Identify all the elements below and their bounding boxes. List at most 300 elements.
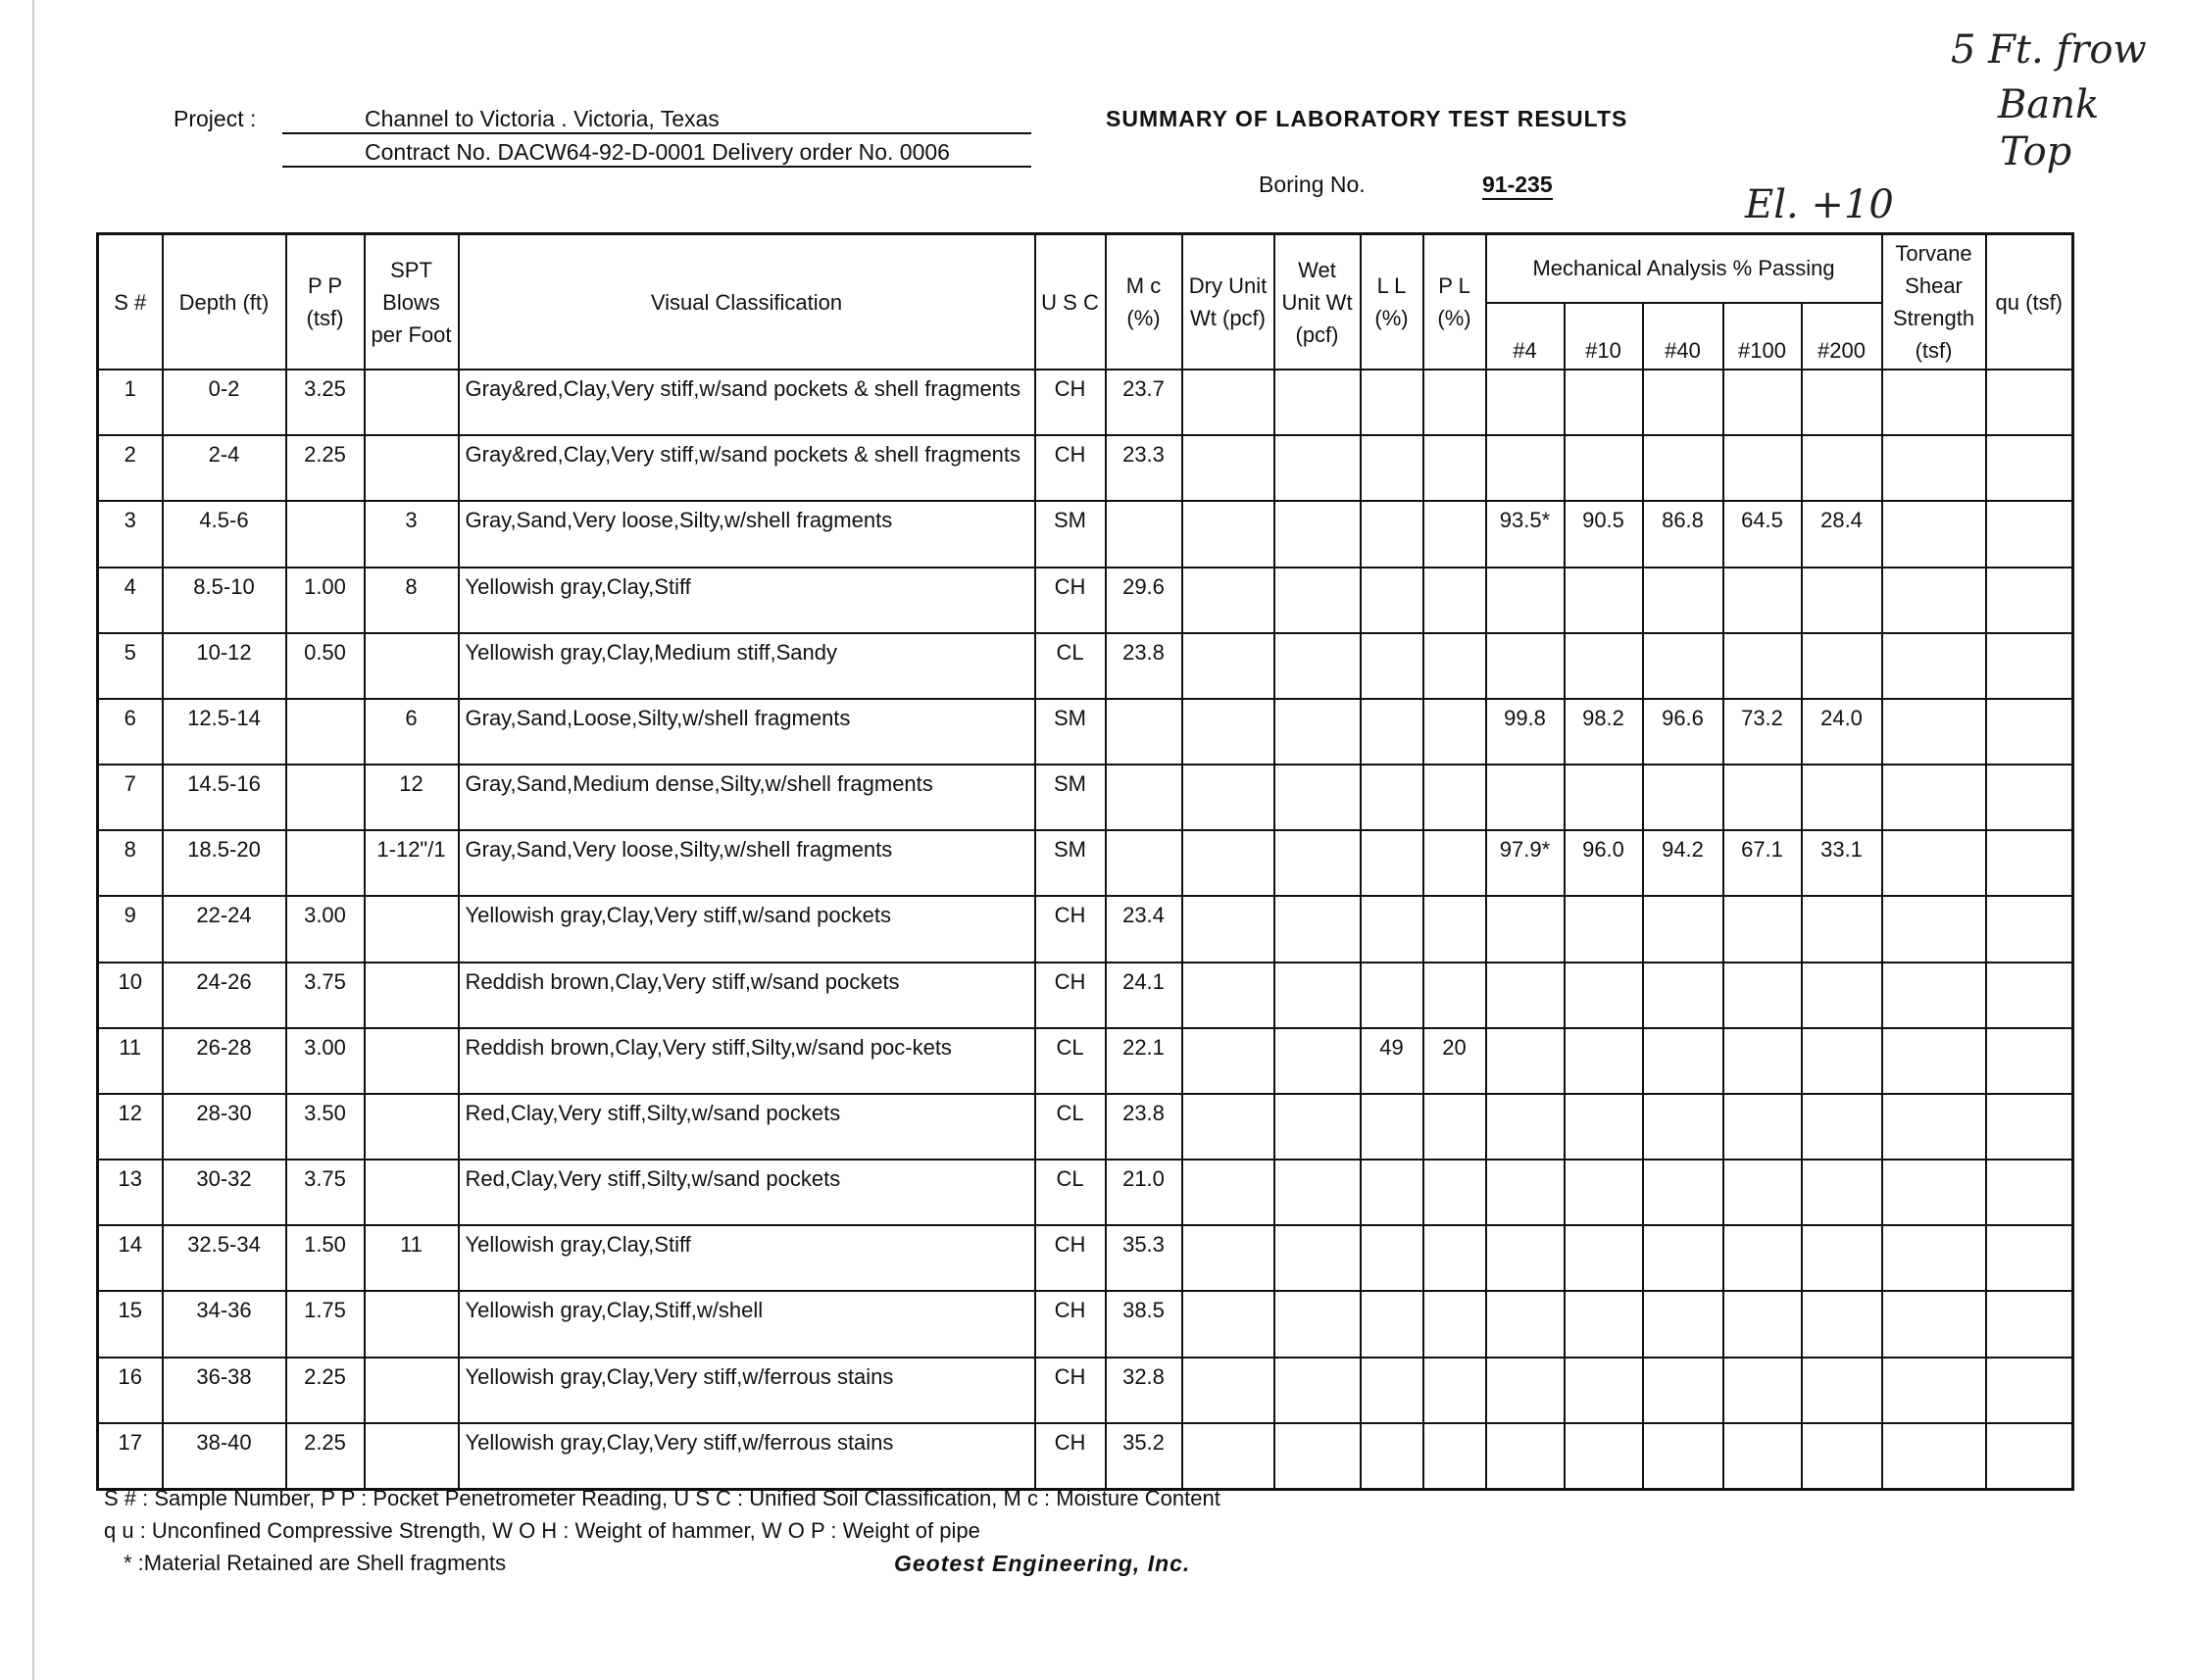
cell-pl — [1423, 765, 1486, 830]
cell-mc: 23.8 — [1106, 1094, 1182, 1160]
cell-qu — [1986, 435, 2073, 501]
cell-s10 — [1565, 435, 1643, 501]
cell-s10 — [1565, 1094, 1643, 1160]
cell-visual: Reddish brown,Clay,Very stiff,Silty,w/sand poc-kets — [459, 1028, 1035, 1094]
cell-wet — [1274, 501, 1361, 567]
cell-usc: CL — [1035, 1094, 1106, 1160]
cell-qu — [1986, 765, 2073, 830]
cell-torvane — [1882, 370, 1986, 435]
cell-s4 — [1486, 1094, 1565, 1160]
cell-s200 — [1802, 1291, 1882, 1357]
cell-pp — [286, 765, 365, 830]
table-row — [98, 633, 2073, 699]
cell-s4 — [1486, 1423, 1565, 1489]
cell-ll — [1361, 1291, 1423, 1357]
cell-ll — [1361, 963, 1423, 1028]
cell-pp: 0.50 — [286, 633, 365, 699]
cell-s: 17 — [98, 1423, 163, 1489]
cell-spt: 3 — [365, 501, 459, 567]
cell-ll — [1361, 435, 1423, 501]
cell-s40 — [1643, 568, 1723, 633]
cell-pl — [1423, 1225, 1486, 1291]
cell-s4 — [1486, 1225, 1565, 1291]
cell-mc — [1106, 501, 1182, 567]
cell-dry — [1182, 1225, 1274, 1291]
cell-s4 — [1486, 633, 1565, 699]
cell-pp — [286, 501, 365, 567]
cell-s200 — [1802, 896, 1882, 962]
cell-qu — [1986, 568, 2073, 633]
cell-s200 — [1802, 435, 1882, 501]
cell-s40 — [1643, 1423, 1723, 1489]
table-row — [98, 1225, 2073, 1291]
cell-depth: 2-4 — [163, 435, 286, 501]
cell-wet — [1274, 699, 1361, 765]
cell-usc: CH — [1035, 1291, 1106, 1357]
cell-dry — [1182, 963, 1274, 1028]
cell-usc: CH — [1035, 1225, 1106, 1291]
header-sample-number: S # — [98, 234, 163, 371]
cell-pl — [1423, 830, 1486, 896]
cell-depth: 28-30 — [163, 1094, 286, 1160]
header-sieve-4: #4 — [1486, 303, 1565, 370]
cell-s100 — [1723, 765, 1802, 830]
cell-pl — [1423, 1358, 1486, 1423]
cell-s40 — [1643, 370, 1723, 435]
cell-pp: 1.00 — [286, 568, 365, 633]
cell-s10 — [1565, 1423, 1643, 1489]
cell-usc: CL — [1035, 1028, 1106, 1094]
cell-mc: 23.7 — [1106, 370, 1182, 435]
cell-dry — [1182, 1291, 1274, 1357]
cell-qu — [1986, 1160, 2073, 1225]
cell-s200 — [1802, 370, 1882, 435]
cell-s: 10 — [98, 963, 163, 1028]
table-row — [98, 435, 2073, 501]
table-row — [98, 1358, 2073, 1423]
cell-depth: 22-24 — [163, 896, 286, 962]
table-row — [98, 765, 2073, 830]
cell-qu — [1986, 830, 2073, 896]
cell-pl — [1423, 568, 1486, 633]
cell-mc: 32.8 — [1106, 1358, 1182, 1423]
cell-s40 — [1643, 1160, 1723, 1225]
cell-s: 12 — [98, 1094, 163, 1160]
cell-depth: 4.5-6 — [163, 501, 286, 567]
cell-wet — [1274, 896, 1361, 962]
cell-torvane — [1882, 830, 1986, 896]
cell-wet — [1274, 1358, 1361, 1423]
cell-usc: SM — [1035, 830, 1106, 896]
cell-pl — [1423, 1423, 1486, 1489]
cell-s4 — [1486, 1291, 1565, 1357]
cell-wet — [1274, 1160, 1361, 1225]
cell-visual: Red,Clay,Very stiff,Silty,w/sand pockets — [459, 1160, 1035, 1225]
cell-qu — [1986, 1291, 2073, 1357]
cell-s40 — [1643, 633, 1723, 699]
table-row — [98, 1291, 2073, 1357]
cell-s100 — [1723, 1291, 1802, 1357]
cell-mc: 35.2 — [1106, 1423, 1182, 1489]
cell-s100: 67.1 — [1723, 830, 1802, 896]
cell-s4 — [1486, 765, 1565, 830]
cell-s40 — [1643, 765, 1723, 830]
table-row — [98, 568, 2073, 633]
cell-torvane — [1882, 896, 1986, 962]
cell-s4 — [1486, 963, 1565, 1028]
cell-s40 — [1643, 1028, 1723, 1094]
cell-s10 — [1565, 1225, 1643, 1291]
cell-ll — [1361, 370, 1423, 435]
cell-s: 4 — [98, 568, 163, 633]
cell-depth: 12.5-14 — [163, 699, 286, 765]
cell-dry — [1182, 1094, 1274, 1160]
cell-ll — [1361, 896, 1423, 962]
cell-visual: Gray,Sand,Very loose,Silty,w/shell fragments — [459, 501, 1035, 567]
cell-wet — [1274, 963, 1361, 1028]
cell-depth: 18.5-20 — [163, 830, 286, 896]
cell-usc: CH — [1035, 370, 1106, 435]
cell-visual: Gray,Sand,Loose,Silty,w/shell fragments — [459, 699, 1035, 765]
cell-spt — [365, 1028, 459, 1094]
cell-spt: 6 — [365, 699, 459, 765]
cell-visual: Gray&red,Clay,Very stiff,w/sand pockets & shell fragments — [459, 370, 1035, 435]
cell-spt — [365, 963, 459, 1028]
cell-dry — [1182, 1358, 1274, 1423]
header-sieve-10: #10 — [1565, 303, 1643, 370]
cell-s4: 97.9* — [1486, 830, 1565, 896]
header-mechanical-analysis: Mechanical Analysis % Passing — [1486, 234, 1882, 303]
cell-spt: 12 — [365, 765, 459, 830]
table-body — [98, 370, 2073, 1489]
cell-s: 5 — [98, 633, 163, 699]
cell-s4 — [1486, 1358, 1565, 1423]
cell-ll — [1361, 1423, 1423, 1489]
cell-usc: CH — [1035, 1358, 1106, 1423]
cell-s200 — [1802, 1094, 1882, 1160]
cell-s100: 64.5 — [1723, 501, 1802, 567]
header-sieve-200: #200 — [1802, 303, 1882, 370]
cell-mc: 23.3 — [1106, 435, 1182, 501]
cell-wet — [1274, 633, 1361, 699]
cell-torvane — [1882, 963, 1986, 1028]
cell-usc: CH — [1035, 435, 1106, 501]
cell-usc: CH — [1035, 963, 1106, 1028]
cell-torvane — [1882, 435, 1986, 501]
cell-s100 — [1723, 370, 1802, 435]
cell-pp: 2.25 — [286, 1423, 365, 1489]
table-row — [98, 1423, 2073, 1489]
cell-ll — [1361, 1160, 1423, 1225]
handwritten-note-line1: 5 Ft. frow — [1951, 27, 2147, 73]
header-moisture-content: M c (%) — [1106, 234, 1182, 371]
cell-torvane — [1882, 1358, 1986, 1423]
cell-s200: 24.0 — [1802, 699, 1882, 765]
cell-ll — [1361, 1094, 1423, 1160]
header-dry-unit-weight: Dry Unit Wt (pcf) — [1182, 234, 1274, 371]
cell-pp: 3.00 — [286, 1028, 365, 1094]
cell-s100 — [1723, 1028, 1802, 1094]
cell-pp: 2.25 — [286, 1358, 365, 1423]
cell-s: 14 — [98, 1225, 163, 1291]
cell-pp — [286, 830, 365, 896]
cell-s40 — [1643, 1225, 1723, 1291]
header-usc: U S C — [1035, 234, 1106, 371]
cell-torvane — [1882, 1225, 1986, 1291]
cell-s100 — [1723, 896, 1802, 962]
cell-spt — [365, 370, 459, 435]
cell-usc: CH — [1035, 896, 1106, 962]
cell-s4 — [1486, 370, 1565, 435]
contract-number: Contract No. DACW64-92-D-0001 Delivery order No. 0006 — [282, 139, 1031, 168]
cell-usc: CH — [1035, 568, 1106, 633]
cell-s: 3 — [98, 501, 163, 567]
header-visual-classification: Visual Classification — [459, 234, 1035, 371]
cell-s4 — [1486, 896, 1565, 962]
cell-pl — [1423, 1094, 1486, 1160]
project-name: Channel to Victoria . Victoria, Texas — [282, 106, 1031, 134]
cell-spt — [365, 1094, 459, 1160]
cell-wet — [1274, 435, 1361, 501]
cell-s100 — [1723, 1225, 1802, 1291]
header-torvane: Torvane Shear Strength (tsf) — [1882, 234, 1986, 371]
cell-usc: CL — [1035, 1160, 1106, 1225]
cell-dry — [1182, 699, 1274, 765]
header-wet-unit-weight: Wet Unit Wt (pcf) — [1274, 234, 1361, 371]
cell-spt — [365, 633, 459, 699]
cell-s4 — [1486, 1160, 1565, 1225]
cell-s100 — [1723, 963, 1802, 1028]
cell-mc — [1106, 830, 1182, 896]
cell-s40 — [1643, 1291, 1723, 1357]
cell-s40: 96.6 — [1643, 699, 1723, 765]
cell-s10 — [1565, 963, 1643, 1028]
cell-s10 — [1565, 568, 1643, 633]
company-name: Geotest Engineering, Inc. — [894, 1551, 1191, 1576]
cell-spt — [365, 1291, 459, 1357]
cell-ll — [1361, 1225, 1423, 1291]
cell-mc — [1106, 765, 1182, 830]
cell-qu — [1986, 699, 2073, 765]
handwritten-note-line2: Bank — [1998, 82, 2100, 127]
cell-s200 — [1802, 963, 1882, 1028]
cell-s200 — [1802, 1358, 1882, 1423]
cell-ll — [1361, 501, 1423, 567]
cell-dry — [1182, 568, 1274, 633]
cell-s: 15 — [98, 1291, 163, 1357]
cell-qu — [1986, 1358, 2073, 1423]
cell-wet — [1274, 830, 1361, 896]
cell-usc: SM — [1035, 765, 1106, 830]
cell-visual: Red,Clay,Very stiff,Silty,w/sand pockets — [459, 1094, 1035, 1160]
cell-dry — [1182, 501, 1274, 567]
cell-usc: SM — [1035, 699, 1106, 765]
cell-depth: 26-28 — [163, 1028, 286, 1094]
cell-torvane — [1882, 1423, 1986, 1489]
cell-dry — [1182, 370, 1274, 435]
cell-qu — [1986, 1094, 2073, 1160]
cell-torvane — [1882, 633, 1986, 699]
cell-mc: 24.1 — [1106, 963, 1182, 1028]
cell-ll — [1361, 1358, 1423, 1423]
cell-torvane — [1882, 568, 1986, 633]
cell-usc: CH — [1035, 1423, 1106, 1489]
cell-spt — [365, 896, 459, 962]
cell-visual: Reddish brown,Clay,Very stiff,w/sand pockets — [459, 963, 1035, 1028]
cell-qu — [1986, 1225, 2073, 1291]
cell-s4 — [1486, 568, 1565, 633]
header-sieve-100: #100 — [1723, 303, 1802, 370]
cell-wet — [1274, 765, 1361, 830]
cell-wet — [1274, 568, 1361, 633]
cell-s100 — [1723, 435, 1802, 501]
cell-s200 — [1802, 1160, 1882, 1225]
cell-pl: 20 — [1423, 1028, 1486, 1094]
cell-dry — [1182, 896, 1274, 962]
cell-visual: Gray,Sand,Very loose,Silty,w/shell fragments — [459, 830, 1035, 896]
cell-s100 — [1723, 1423, 1802, 1489]
cell-s: 13 — [98, 1160, 163, 1225]
cell-s4 — [1486, 435, 1565, 501]
header-plastic-limit: P L (%) — [1423, 234, 1486, 371]
cell-pp: 1.50 — [286, 1225, 365, 1291]
cell-s: 2 — [98, 435, 163, 501]
cell-mc: 23.4 — [1106, 896, 1182, 962]
cell-depth: 36-38 — [163, 1358, 286, 1423]
cell-visual: Yellowish gray,Clay,Very stiff,w/sand pockets — [459, 896, 1035, 962]
cell-s40 — [1643, 963, 1723, 1028]
cell-ll — [1361, 633, 1423, 699]
cell-pp — [286, 699, 365, 765]
cell-s: 1 — [98, 370, 163, 435]
cell-s10: 98.2 — [1565, 699, 1643, 765]
cell-pl — [1423, 633, 1486, 699]
cell-spt — [365, 1160, 459, 1225]
cell-s10 — [1565, 370, 1643, 435]
cell-pp: 3.75 — [286, 963, 365, 1028]
cell-wet — [1274, 1094, 1361, 1160]
cell-torvane — [1882, 1160, 1986, 1225]
cell-dry — [1182, 633, 1274, 699]
cell-s100 — [1723, 1160, 1802, 1225]
cell-visual: Yellowish gray,Clay,Stiff — [459, 1225, 1035, 1291]
cell-s: 8 — [98, 830, 163, 896]
cell-wet — [1274, 370, 1361, 435]
cell-pp: 3.50 — [286, 1094, 365, 1160]
cell-s10 — [1565, 896, 1643, 962]
cell-wet — [1274, 1028, 1361, 1094]
cell-mc: 22.1 — [1106, 1028, 1182, 1094]
cell-pp: 2.25 — [286, 435, 365, 501]
header-spt: SPT Blows per Foot — [365, 234, 459, 371]
header-qu: qu (tsf) — [1986, 234, 2073, 371]
cell-mc: 29.6 — [1106, 568, 1182, 633]
cell-visual: Yellowish gray,Clay,Medium stiff,Sandy — [459, 633, 1035, 699]
header-pp: P P (tsf) — [286, 234, 365, 371]
cell-s40 — [1643, 896, 1723, 962]
cell-spt — [365, 435, 459, 501]
cell-s10 — [1565, 633, 1643, 699]
cell-usc: CL — [1035, 633, 1106, 699]
cell-visual: Gray&red,Clay,Very stiff,w/sand pockets & shell fragments — [459, 435, 1035, 501]
table-row — [98, 370, 2073, 435]
cell-spt: 8 — [365, 568, 459, 633]
table-row — [98, 963, 2073, 1028]
cell-s100 — [1723, 568, 1802, 633]
cell-s: 16 — [98, 1358, 163, 1423]
cell-dry — [1182, 435, 1274, 501]
cell-visual: Yellowish gray,Clay,Stiff — [459, 568, 1035, 633]
cell-s4 — [1486, 1028, 1565, 1094]
cell-s200: 28.4 — [1802, 501, 1882, 567]
cell-s200 — [1802, 633, 1882, 699]
cell-mc: 23.8 — [1106, 633, 1182, 699]
project-label: Project : — [174, 106, 257, 131]
cell-depth: 24-26 — [163, 963, 286, 1028]
cell-dry — [1182, 1028, 1274, 1094]
cell-torvane — [1882, 1028, 1986, 1094]
cell-ll — [1361, 699, 1423, 765]
cell-mc: 35.3 — [1106, 1225, 1182, 1291]
cell-depth: 14.5-16 — [163, 765, 286, 830]
header-sieve-40: #40 — [1643, 303, 1723, 370]
cell-s: 6 — [98, 699, 163, 765]
cell-qu — [1986, 963, 2073, 1028]
cell-depth: 38-40 — [163, 1423, 286, 1489]
cell-s100 — [1723, 1094, 1802, 1160]
cell-depth: 30-32 — [163, 1160, 286, 1225]
cell-depth: 0-2 — [163, 370, 286, 435]
cell-ll — [1361, 830, 1423, 896]
cell-s10 — [1565, 1291, 1643, 1357]
cell-dry — [1182, 1160, 1274, 1225]
cell-s100 — [1723, 633, 1802, 699]
cell-pp: 3.75 — [286, 1160, 365, 1225]
handwritten-elevation: El. +10 — [1745, 182, 1894, 227]
table-row — [98, 501, 2073, 567]
cell-torvane — [1882, 1291, 1986, 1357]
legend-line-2: q u : Unconfined Compressive Strength, W O H : Weight of hammer, W O P : Weight of pipe — [104, 1518, 980, 1543]
cell-qu — [1986, 501, 2073, 567]
cell-s4: 93.5* — [1486, 501, 1565, 567]
table-row — [98, 830, 2073, 896]
cell-wet — [1274, 1423, 1361, 1489]
cell-depth: 10-12 — [163, 633, 286, 699]
cell-wet — [1274, 1225, 1361, 1291]
legend-line-1: S # : Sample Number, P P : Pocket Penetrometer Reading, U S C : Unified Soil Classification, M c : Moisture Content — [104, 1486, 1220, 1510]
cell-depth: 34-36 — [163, 1291, 286, 1357]
cell-s: 9 — [98, 896, 163, 962]
cell-s200: 33.1 — [1802, 830, 1882, 896]
cell-ll — [1361, 568, 1423, 633]
cell-mc: 38.5 — [1106, 1291, 1182, 1357]
cell-s200 — [1802, 1225, 1882, 1291]
cell-s: 11 — [98, 1028, 163, 1094]
cell-visual: Yellowish gray,Clay,Very stiff,w/ferrous stains — [459, 1423, 1035, 1489]
header-depth: Depth (ft) — [163, 234, 286, 371]
cell-dry — [1182, 830, 1274, 896]
cell-s40 — [1643, 1094, 1723, 1160]
cell-depth: 32.5-34 — [163, 1225, 286, 1291]
cell-pl — [1423, 896, 1486, 962]
cell-s10 — [1565, 1358, 1643, 1423]
document-title: SUMMARY OF LABORATORY TEST RESULTS — [1106, 106, 1628, 131]
cell-pl — [1423, 963, 1486, 1028]
table-row — [98, 699, 2073, 765]
cell-s40: 94.2 — [1643, 830, 1723, 896]
handwritten-note-line3: Top — [2000, 129, 2072, 174]
cell-torvane — [1882, 765, 1986, 830]
